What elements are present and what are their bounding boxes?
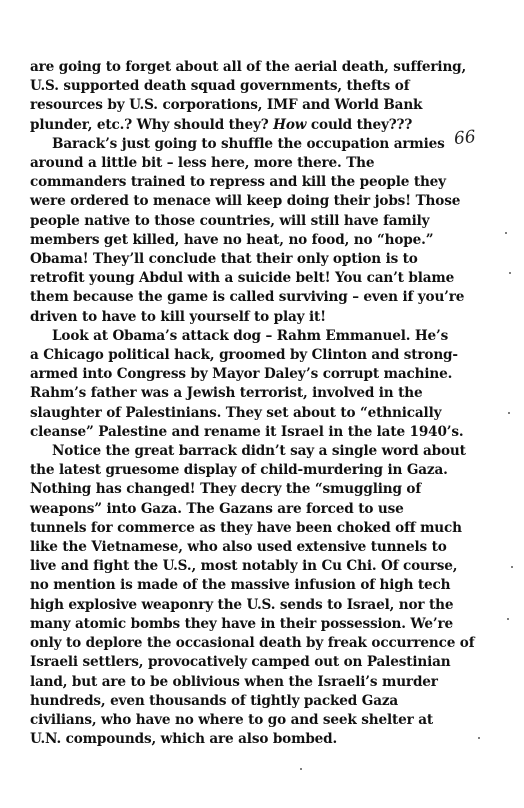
text-line-content: U.S. supported death squad governments, thefts of — [30, 78, 410, 95]
text-line — [30, 730, 485, 749]
text-line-content: Rahm’s father was a Jewish terrorist, involved in the — [30, 385, 423, 402]
text-line-content: Obama! They’ll conclude that their only option is to — [30, 251, 418, 268]
text-line — [30, 461, 485, 480]
scan-speck — [507, 618, 509, 620]
body-text — [30, 58, 485, 749]
text-line-content: Notice the great barrack didn’t say a single word about — [52, 443, 466, 460]
text-line — [30, 308, 485, 327]
text-line — [30, 596, 485, 615]
text-line-content: them because the game is called surviving – even if you’re — [30, 289, 465, 306]
text-line — [30, 135, 485, 154]
text-line — [30, 576, 485, 595]
scan-speck — [300, 768, 302, 770]
text-line-content: around a little bit – less here, more there. The — [30, 155, 375, 172]
text-line-content: only to deplore the occasional death by freak occurrence of — [30, 635, 475, 652]
text-line-content: the latest gruesome display of child-murdering in Gaza. — [30, 462, 448, 479]
text-line — [30, 288, 485, 307]
text-line — [30, 58, 485, 77]
text-line — [30, 269, 485, 288]
text-line — [30, 365, 485, 384]
text-line-content: Nothing has changed! They decry the “smuggling of — [30, 481, 422, 498]
text-line — [30, 557, 485, 576]
text-line — [30, 212, 485, 231]
text-line-content: hundreds, even thousands of tightly packed Gaza — [30, 692, 399, 709]
handwritten-page-number: 66 — [453, 126, 477, 150]
text-line-content: no mention is made of the massive infusion of high tech — [30, 577, 451, 594]
text-line-content: a Chicago political hack, groomed by Clinton and strong- — [30, 347, 458, 364]
text-line — [30, 500, 485, 519]
text-line-content: land, but are to be oblivious when the Israeli’s murder — [30, 673, 438, 690]
text-line — [30, 615, 485, 634]
text-line-content: like the Vietnamese, who also used extensive tunnels to — [30, 539, 447, 556]
scan-speck — [478, 737, 480, 739]
text-line-content: resources by U.S. corporations, IMF and World Bank — [30, 97, 423, 114]
text-line-content: Israeli settlers, provocatively camped out on Palestinian — [30, 654, 451, 671]
text-line-content: live and fight the U.S., most notably in Cu Chi. Of course, — [30, 558, 458, 575]
text-line — [30, 404, 485, 423]
text-line — [30, 116, 485, 135]
scan-speck — [508, 412, 510, 414]
text-line — [30, 173, 485, 192]
text-line-content: Barack’s just going to shuffle the occupation armies — [52, 135, 445, 152]
text-line — [30, 96, 485, 115]
text-line-content: weapons” into Gaza. The Gazans are forced to use — [30, 500, 404, 517]
text-line — [30, 653, 485, 672]
text-line-content: U.N. compounds, which are also bombed. — [30, 731, 338, 748]
text-line — [30, 192, 485, 211]
text-line — [30, 231, 485, 250]
text-line — [30, 692, 485, 711]
text-line — [30, 327, 485, 346]
scan-speck — [505, 232, 507, 234]
text-line — [30, 519, 485, 538]
text-line-content: civilians, who have no where to go and seek shelter at — [30, 711, 434, 728]
text-line-content: armed into Congress by Mayor Daley’s corrupt machine. — [30, 366, 453, 383]
text-line-content: commanders trained to repress and kill the people they — [30, 174, 446, 191]
emphasized-word: How — [273, 116, 307, 133]
text-line-content: tunnels for commerce as they have been choked off much — [30, 519, 462, 536]
text-line — [30, 154, 485, 173]
text-line-content: are going to forget about all of the aerial death, suffering, — [30, 59, 467, 75]
text-line-content: retrofit young Abdul with a suicide belt! You can’t blame — [30, 270, 455, 287]
scan-speck — [509, 272, 511, 274]
text-line — [30, 634, 485, 653]
text-line-content: slaughter of Palestinians. They set about to “ethnically — [30, 404, 442, 421]
text-line — [30, 423, 485, 442]
text-line — [30, 77, 485, 96]
text-line — [30, 384, 485, 403]
text-line — [30, 442, 485, 461]
text-line-content: plunder, etc.? Why should they? — [30, 116, 274, 133]
text-line — [30, 538, 485, 557]
text-line-content: many atomic bombs they have in their possession. We’re — [30, 615, 453, 632]
text-line — [30, 250, 485, 269]
text-line — [30, 480, 485, 499]
text-line-content: driven to have to kill yourself to play it! — [30, 308, 326, 325]
text-line-content: people native to those countries, will still have family — [30, 212, 430, 229]
text-line-content: members get killed, have no heat, no food, no “hope.” — [30, 231, 434, 248]
text-line-content: cleanse” Palestine and rename it Israel in the late 1940’s. — [30, 423, 464, 440]
text-line — [30, 346, 485, 365]
text-line-content: high explosive weaponry the U.S. sends to Israel, nor the — [30, 596, 454, 613]
text-line-content: could they??? — [306, 116, 413, 133]
text-line — [30, 673, 485, 692]
text-line-content: Look at Obama’s attack dog – Rahm Emmanuel. He’s — [52, 327, 449, 344]
scan-speck — [511, 566, 513, 568]
text-line-content: were ordered to menace will keep doing their jobs! Those — [30, 193, 461, 210]
text-line — [30, 711, 485, 730]
